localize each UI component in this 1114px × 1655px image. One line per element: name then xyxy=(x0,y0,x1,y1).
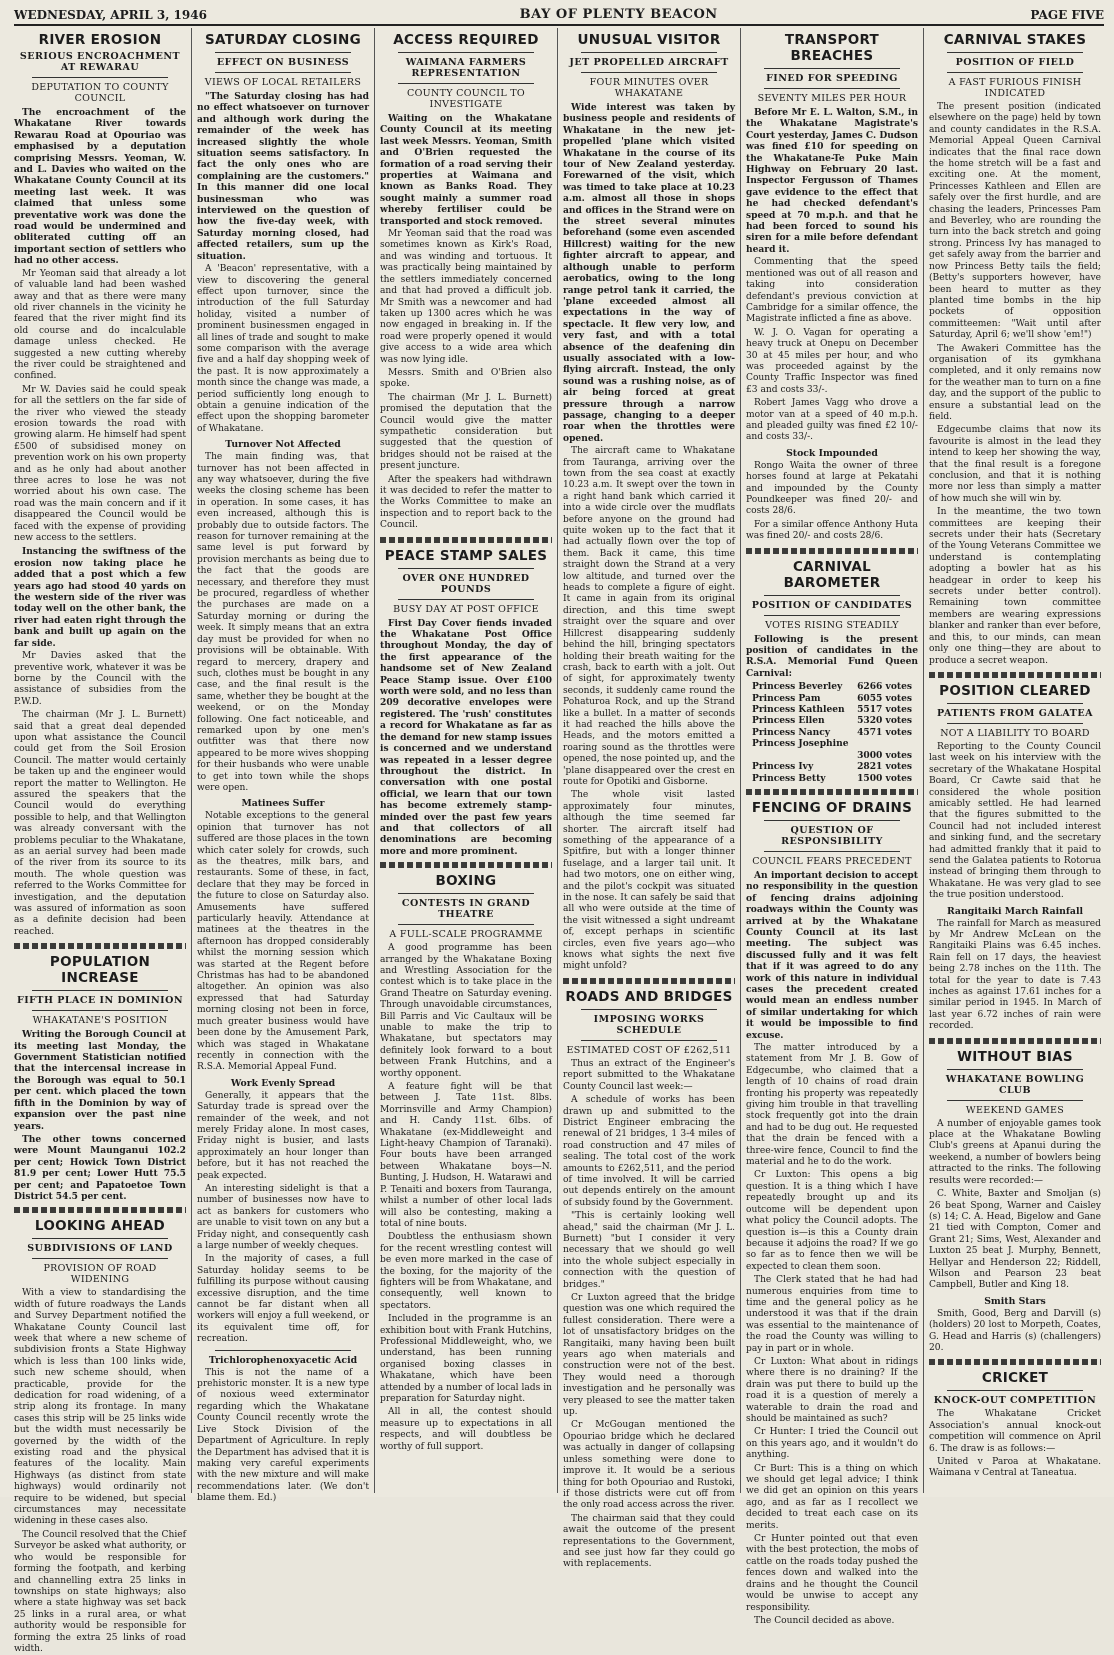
subhead: KNOCK-OUT COMPETITION xyxy=(933,1395,1097,1407)
paragraph: Doubtless the enthusiasm shown for the recent wrestling contest will be even more marked in the case of the boxing, for the majority of the fighters will be from Whakatane, and consequently, well known to spectators. xyxy=(380,1232,552,1311)
paragraph: A good programme has been arranged by the Whakatane Boxing and Wrestling Association for the contest which is to take place in the Grand Theatre on Saturday evening. Through unavoidable circumstances, Bill Parris and Vic Caultaux will be unable to make the trip to Whakatane, but spectators may definitely look forward to a bout between Frank Hutchins, and a worthy opponent. xyxy=(380,943,552,1079)
paragraph: "This is certainly looking well ahead," said the chairman (Mr J. L. Burnett) "but I consider it very necessary that we should go well into the whole subject especially in connection with the question of bridges." xyxy=(563,1211,735,1290)
paragraph: First Day Cover fiends invaded the Whakatane Post Office throughout Monday, the day of the first appearance of the handsome set of New Zealand Peace Stamp issue. Over £100 worth were sold, and no less than 209 decorative envelopes were registered. The 'rush' constitutes a record for Whakatane as far as the demand for new stamp issues is concerned and we understand was repeated in a lesser degree throughout the district. In conversation with one postal official, we learn that our town has become extremely stamp-minded over the past few years and that collectors of all denominations are becoming more and more prominent. xyxy=(380,617,552,857)
paragraph: Cr Burt: This is a thing on which we should get legal advice; I think we did get an opinion on this years ago, and as far as I recollect we decided to treat each case on its merits. xyxy=(746,1463,918,1531)
headline: CRICKET xyxy=(981,1370,1049,1387)
paragraph: Robert James Vagg who drove a motor van at a speed of 40 m.p.h. and pleaded guilty was fined £2 10/- and costs 33/-. xyxy=(746,398,918,443)
paragraph: With a view to standardising the width of future roadways the Lands and Survey Department notified the Whakatane County Council last week that where a new scheme of subdivision fronts a State Highway which is less than 100 links wide, such new scheme should, when practicable, provide for the dedication for road widening, of a strip along its frontage. In many cases this strip will be 25 links wide but the width must necessarily be governed by the width of the existing road and the physical features of the locality. Main Highways (as distinct from state highways) would ordinarily not require to be widened, but special circumstances may necessitate widening in these cases also. xyxy=(14,1288,186,1527)
article-fencing-of-drains xyxy=(746,800,918,1627)
page-number: PAGE FIVE xyxy=(1030,8,1104,22)
votes-row xyxy=(752,715,918,726)
candidate: Princess Josephine xyxy=(752,738,849,750)
paragraph: The Clerk stated that he had had numerous enquiries from time to time and the general policy as he understood it was that if the drain was essential to the maintenance of the road the County was willing to pay in part or in whole. xyxy=(746,1275,918,1354)
issue-date: WEDNESDAY, APRIL 3, 1946 xyxy=(14,8,207,22)
paragraph: Generally, it appears that the Saturday trade is spread over the remainder of the week, and not merely Friday alone. In most cases, Friday night is busier, and lasts approximately an hour longer than before, but it has not reached the peak expected. xyxy=(197,1090,369,1181)
paragraph: Mr Davies asked that the preventive work, whatever it was be borne by the Council with the assistance of subsidies from the P.W.D. xyxy=(14,651,186,707)
section-heading: Smith Stars xyxy=(984,1295,1046,1307)
subhead: A FAST FURIOUS FINISH INDICATED xyxy=(948,77,1082,99)
paragraph: The chairman (Mr J. L. Burnett) said that a great deal depended upon what assistance the Council could get from the Soil Erosion Council. The matter would certainly be taken up and the engineer would report the matter to Wellington. He assured the speakers that the Council would do everything possible to help, and that Wellington was already conversant with the problems peculiar to the Whakatane, as an aerial survey had been made of the river from its source to its mouth. The whole question was referred to the Works Committee for investigation, and the deputation was assured of information as soon as a definite decision had been reached. xyxy=(14,710,186,937)
subhead: BUSY DAY AT POST OFFICE xyxy=(393,603,539,615)
vote-count: 6055 votes xyxy=(857,692,912,704)
paragraph: The encroachment of the Whakatane River towards Rewarau Road at Opouriao was emphasised by a deputation comprising Messrs. Yeoman, W. and L. Davies who waited on the Whakatane County Council at its meeting last week. It was claimed that unless some preventative work was done the road would be undermined and obliterated cutting off an important section of settlers who had no other access. xyxy=(14,107,186,267)
paragraph: Messrs. Smith and O'Brien also spoke. xyxy=(380,367,552,390)
article-roads-and-bridges xyxy=(563,989,735,1571)
subhead: COUNTY COUNCIL TO INVESTIGATE xyxy=(407,88,525,110)
article-river-erosion xyxy=(14,32,186,938)
headline: WITHOUT BIAS xyxy=(957,1048,1073,1065)
paragraph: The main finding was, that turnover has not been affected in any way whatsoever, during the five weeks the closing scheme has been in operation. In some cases, it has even increased, although this is probably due to outside factors. The reason for turnover remaining at the same level is put forward by provision merchants as being due to the fact that the goods are necessary, and therefore they must be procured, regardless of whether the purchases are made on a Saturday morning or during the week. It simply means that an extra day must be provided for when no provisions will be obtainable. With regard to mercery, drapery and such, clothes must be bought in any case, and the final result is the same, whether they be bought at the weekend, or on the Monday following. One fact noticeable, and remarked upon by one men's outfitter was that there now appeared to be more wives shopping for their husbands who were unable to get into town while the shops were open. xyxy=(197,452,369,793)
candidate: Princess Beverley xyxy=(752,681,843,693)
article-boxing xyxy=(380,873,552,1453)
section-heading: Stock Impounded xyxy=(786,447,878,459)
paragraph: Cr Hunter pointed out that even with the best protection, the mobs of cattle on the roads today pushed the fences down and walked into the drains and he thought the Council would be unwise to accept any responsibility. xyxy=(746,1534,918,1613)
paragraph: The present position (indicated elsewhere on the page) held by town and county candidates in the R.S.A. Memorial Appeal Queen Carnival indicates that the final race down the home stretch will be a fast and exciting one. At the moment, Princesses Kathleen and Ellen are safely over the first hurdle, and are chasing the leaders, Princesses Pam and Beverley, who are rounding the turn into the back stretch and going strong. Princess Ivy has managed to get safely away from the barrier and now Princess Betty tails the field; (Betty's supporters however, have been heard to mutter as they planted time bombs in the hip pockets of opposition committeemen: "Wait until after Saturday, April 6; we'll show 'em!") xyxy=(929,102,1101,341)
column-2 xyxy=(197,28,369,1504)
candidate: Princess Betty xyxy=(752,772,826,784)
paragraph: Wide interest was taken by business people and residents of Whakatane in the new jet-propelled 'plane which visited Whakatane in the course of its tour of New Zealand yesterday. Forewarned of the visit, which was timed to take place at 10.23 a.m. almost all those in shops and offices in the Strand were on the street several minutes beforehand (some even ascended Hillcrest) waiting for the new fighter aircraft to appear, and although unable to perform aerobatics, owing to the long range petrol tank it carried, the 'plane exceeded almost all expectations in the way of spectacle. It flew very low, and very fast, and with a total absence of the deafening din usually associated with a low-flying aircraft. Instead, the only sound was a rushing noise, as of air being forced at great pressure through a narrow passage, changing to a deeper roar when the throttles were opened. xyxy=(563,102,735,444)
subhead: FINED FOR SPEEDING xyxy=(766,73,898,84)
candidate: Princess Nancy xyxy=(752,726,831,738)
paragraph: C. White, Baxter and Smoljan (s) 26 beat Spong, Warner and Caisley (s) 14; C. A. Head, Bigelow and Gane 21 tied with Compton, Comer and Grant 21; Sims, West, Alexander and Luxton 25 beat J. Murphy, Bennett, Hellyar and Henderson 22; Riddell, Wilson and Pearson 23 beat Campbell, Butler and King 18. xyxy=(929,1189,1101,1291)
column-6 xyxy=(929,28,1101,1493)
paragraph: Mr Yeoman said that the road was sometimes known as Kirk's Road, and was winding and tortuous. It was practically being maintained by the settlers immediately concerned and that had proved a difficult job. Mr Smith was a newcomer and had taken up 1300 acres which he was now engaged in breaking in. If the road were properly opened it would give access to a wide area which was now lying idle. xyxy=(380,229,552,365)
paragraph: All in all, the contest should measure up to expectations in all respects, and will doubtless be worthy of full support. xyxy=(380,1407,552,1452)
article-unusual-visitor xyxy=(563,32,735,973)
article-access-required xyxy=(380,32,552,532)
candidate: Princess Ivy xyxy=(752,761,814,773)
votes-row xyxy=(752,750,918,761)
paragraph: Thus an extract of the Engineer's report submitted to the Whakatane County Council last week:— xyxy=(563,1058,735,1092)
paragraph: Writing the Borough Council at its meeting last Monday, the Government Statistician notified that the intercensal increase in the Borough was equal to 50.1 per cent. which placed the town fifth in the Dominion by way of expansion over the past nine years. xyxy=(14,1029,186,1132)
headline: CARNIVAL BAROMETER xyxy=(783,558,881,591)
vote-count: 6266 votes xyxy=(857,681,912,693)
paragraph: "The Saturday closing has had no effect whatsoever on turnover and although work during the remainder of the week has increased slightly the whole situation seems satisfactory. In fact the only ones who are complaining are the customers." In this manner did one local businessman who was interviewed on the question of how the five-day week, with Saturday morning closed, had affected retailers, sum up the situation. xyxy=(197,91,369,262)
paragraph: After the speakers had withdrawn it was decided to refer the matter to the Works Committee to make an inspection and to report back to the Council. xyxy=(380,474,552,531)
paragraph: United v Paroa at Whakatane. Waimana v Central at Taneatua. xyxy=(929,1457,1101,1479)
paragraph: Cr Luxton agreed that the bridge question was one which required the fullest consideration. There were a lot of unsatisfactory bridges on the Rangitaiki, many having been built years ago when materials and construction were not of the best. They would need a thorough investigation and he personally was very pleased to see the matter taken up. xyxy=(563,1293,735,1418)
column-3 xyxy=(380,28,552,1493)
paragraph: Notable exceptions to the general opinion that turnover has not suffered are those places in the town which cater solely for crowds, such as the theatres, milk bars, and restaurants. Some of these, in fact, declare that they may be forced in the future to close on Saturday also. Amusements have suffered particularly heavily. Attendance at matinees at the theatres in the afternoon has dropped considerably whilst the morning session which was started at the Regent before Christmas has had to be abandoned altogether. An opinion was also expressed that had Saturday morning closing not been in force, much greater business would have been done by the Amusement Park, which was staged in Whakatane recently in connection with the R.S.A. Memorial Appeal Fund. xyxy=(197,811,369,1073)
paragraph: The chairman said that they could await the outcome of the present representations to the Government, and see just how far they could go with replacements. xyxy=(563,1513,735,1570)
column-5 xyxy=(746,28,918,1626)
subhead: SEVENTY MILES PER HOUR xyxy=(757,93,907,104)
vote-count: 1500 votes xyxy=(857,772,912,784)
votes-table xyxy=(752,681,918,784)
column-4 xyxy=(563,28,735,1570)
article-looking-ahead xyxy=(14,1218,186,1655)
paragraph: Included in the programme is an exhibition bout with Frank Hutchins, Professional Middleweight, who, we understand, has been running organised boxing classes in Whakatane, which have been attended by a number of local lads in preparation for Saturday night. xyxy=(380,1314,552,1404)
headline: RIVER EROSION xyxy=(38,32,162,48)
column-1 xyxy=(14,28,186,1654)
paragraph: The Whakatane Cricket Association's annual knock-out competition will commence on April 6. The draw is as follows:— xyxy=(929,1409,1101,1454)
paragraph: A schedule of works has been drawn up and submitted to the District Engineer embracing the renewal of 21 bridges, 1 3-4 miles of road construction and 47 miles of sealing. The total cost of the work amounts to £262,511, and the period of time involved. It will be carried out depends entirely on the amount of subsidy found by the Government. xyxy=(563,1095,735,1208)
article-population-increase xyxy=(14,954,186,1202)
subhead: POSITION OF FIELD xyxy=(955,57,1075,68)
section-heading: Rangitaiki March Rainfall xyxy=(946,905,1084,917)
subhead: SUBDIVISIONS OF LAND xyxy=(27,1243,173,1255)
subhead: DEPUTATION TO COUNTY COUNCIL xyxy=(31,82,169,104)
paragraph: The matter introduced by a statement from Mr J. B. Gow of Edgecumbe, who claimed that a length of 10 chains of road drain fronting his property was repeatedly giving him trouble in that travelling stock frequently got into the drain and had to be dug out. He requested that the drain be fenced with a three-wire fence, Council to find the material and he to do the work. xyxy=(746,1043,918,1168)
votes-row xyxy=(752,738,918,749)
vote-count: 4571 votes xyxy=(857,726,912,738)
paragraph: Mr Yeoman said that already a lot of valuable land had been washed away and that as there were many old river channels in the vicinity he feared that the river might find its old course and do incalculable damage unless checked. He suggested a new cutting whereby the river could be straightened and confined. xyxy=(14,268,186,382)
article-cricket xyxy=(929,1370,1101,1479)
headline: LOOKING AHEAD xyxy=(34,1218,166,1235)
subhead: VOTES RISING STEADILY xyxy=(765,619,899,631)
paragraph: The Council decided as above. xyxy=(754,1615,895,1626)
paragraph: Cr Hunter: I tried the Council out on this years ago, and it wouldn't do anything. xyxy=(746,1427,918,1461)
paragraph: Mr W. Davies said he could speak for all the settlers on the far side of the river who viewed the steady erosion towards the road with growing alarm. He himself had spent £500 of subsidised money on prevention work on his own property and as he only had about another three acres to lose he was not worried about his own case. The road was the main concern and if it disappeared the Council would be faced with the expense of providing new access to the settlers. xyxy=(14,384,186,544)
headline: BOXING xyxy=(435,873,497,890)
subhead: COUNCIL FEARS PRECEDENT xyxy=(752,855,912,867)
section-heading: Turnover Not Affected xyxy=(225,439,341,451)
paragraph: The Awakeri Committee has the organisation of its gymkhana completed, and it only remains now for the weather man to turn on a fine day, and the support of the public to ensure a substantial lead on the field. xyxy=(929,343,1101,422)
candidate: Princess Pam xyxy=(752,692,821,704)
section-heading: Work Evenly Spread xyxy=(230,1077,336,1089)
paragraph: W. J. O. Vagan for operating a heavy truck at Onepu on December 30 at 45 miles per hour, and who was proceeded against by the County Traffic Inspector was fined £3 and costs 33/-. xyxy=(746,327,918,395)
subhead: FOUR MINUTES OVER WHAKATANE xyxy=(589,77,709,99)
masthead xyxy=(14,4,1104,26)
article-without-bias xyxy=(929,1049,1101,1355)
subhead: IMPOSING WORKS SCHEDULE xyxy=(593,1013,705,1036)
headline: SATURDAY CLOSING xyxy=(205,32,361,48)
paragraph: In the majority of cases, a full Saturday holiday seems to be fulfilling its purpose without causing excessive disruption, and the time cannot be far distant when all workers will enjoy a full weekend, or its equivalent time off, for recreation. xyxy=(197,1254,369,1345)
subhead: JET PROPELLED AIRCRAFT xyxy=(569,57,729,68)
paragraph: Reporting to the County Council last week on his interview with the secretary of the Whakatane Hospital Board, Cr Cawte said that he considered the whole position amicably settled. He had learned that the figures submitted to the Council had not included interest and sinking fund, and the secretary had admitted frankly that it paid to send the Galatea patients to Rotorua instead of bringing them through to Whakatane. He was very glad to see the true position understood. xyxy=(929,741,1101,901)
headline: TRANSPORT BREACHES xyxy=(784,32,880,64)
paragraph: Cr McGougan mentioned the Opouriao bridge which he declared was actually in danger of collapsing unless something were done to improve it. It would be a serious thing for both Opouriao and Rustoki, if those districts were cut off from the only road access across the river. xyxy=(563,1420,735,1511)
subhead: WHAKATANE'S POSITION xyxy=(32,1015,168,1027)
vote-count: 3000 votes xyxy=(857,749,912,761)
subhead: SERIOUS ENCROACHMENT AT REWARAU xyxy=(19,51,181,73)
paragraph: The other towns concerned were Mount Maunganui 102.2 per cent; Howick Town District 81.9 per cent; Lower Hutt 75.5 per cent; and Papatoetoe Town District 54.5 per cent. xyxy=(14,1133,186,1202)
headline: UNUSUAL VISITOR xyxy=(577,32,721,48)
paragraph: Commenting that the speed mentioned was out of all reason and taking into consideration defendant's previous conviction at Cambridge for a similar offence, the Magistrate inflicted a fine as above. xyxy=(746,257,918,325)
paragraph: Instancing the swiftness of the erosion now taking place he added that a post which a few years ago had stood 40 yards on the western side of the river was today well on the other bank, the river had eaten right through the bank and built up again on the far side. xyxy=(14,546,186,649)
article-position-cleared xyxy=(929,683,1101,1033)
subhead: CONTESTS IN GRAND THEATRE xyxy=(401,898,531,921)
vote-count: 5320 votes xyxy=(857,715,912,727)
article-saturday-closing xyxy=(197,32,369,1505)
votes-row xyxy=(752,693,918,704)
subhead: A FULL-SCALE PROGRAMME xyxy=(389,929,543,941)
subhead: FIFTH PLACE IN DOMINION xyxy=(16,995,184,1007)
votes-row xyxy=(752,681,918,692)
votes-row xyxy=(752,704,918,715)
paragraph: An interesting sidelight is that a number of businesses now have to act as bankers for customers who are unable to visit town on any but a Friday night, and consequently cash a large number of weekly cheques. xyxy=(197,1183,369,1251)
paragraph: The aircraft came to Whakatane from Tauranga, arriving over the town from the sea coast at exactly 10.23 a.m. It swept over the town in a right hand bank which carried it into a wide circle over the mudflats before anyone on the ground had quite woken up to the fact that it had actually flown over the top of them. Back it came, this time straight down the Strand at a very low altitude, and turned over the heads to complete a figure of eight. It came in again from its original direction, and this time swept straight over the square and over Hillcrest disappearing suddenly behind the hill, bringing spectators holding their breath waiting for the crash, back to earth with a jolt. Out of sight, for approximately twenty seconds, it suddenly came round the Pohaturoa Rock, and up the Strand like a bullet. In a matter of seconds it had reached the hills above the Heads, and the motors emitted a roaring sound as the throttles were opened, the nose pointed up, and the 'plane disappeared over the crest en route for Opotiki and Gisborne. xyxy=(563,446,735,787)
candidate: Princess Kathleen xyxy=(752,704,845,716)
columns xyxy=(14,28,1104,1654)
section-heading: Trichlorophenoxyacetic Acid xyxy=(208,1354,358,1366)
paragraph: The Council resolved that the Chief Surveyor be asked what authority, or who would be responsible for forming the footpath, and kerbing and channelling extra 25 links in townships on state highways; also where a state highway was set back 25 links in a rural area, or what authority would be responsible for forming the extra 25 links of road width. xyxy=(14,1529,186,1654)
headline: POSITION CLEARED xyxy=(939,682,1091,699)
paragraph: Edgecumbe claims that now its favourite is almost in the lead they intend to keep her showing the way, that the final result is a foregone conclusion, and that it is nothing more nor less than simply a matter of how much she will win by. xyxy=(929,425,1101,504)
paragraph: Cr Luxton: This opens a big question. It is a thing which I have repeatedly brought up and its outcome will be dependent upon what policy the Council adopts. The question is—is this a County drain because it adjoins the road? If we go so far as to fence then we will be expected to clean them soon. xyxy=(746,1170,918,1272)
article-transport-breaches xyxy=(746,32,918,543)
subhead: ESTIMATED COST OF £262,511 xyxy=(566,1044,732,1056)
subhead: PATIENTS FROM GALATEA xyxy=(937,707,1093,719)
paragraph: Smith, Good, Berg and Darvill (s) (holders) 20 lost to Morpeth, Coates, G. Head and Harris (s) (challengers) 20. xyxy=(929,1308,1101,1353)
article-peace-stamp-sales xyxy=(380,548,552,858)
paragraph: For a similar offence Anthony Huta was fined 20/- and costs 28/6. xyxy=(746,519,918,542)
section-heading: Matinees Suffer xyxy=(241,798,325,810)
headline: ACCESS REQUIRED xyxy=(393,32,539,48)
article-carnival-barometer xyxy=(746,559,918,784)
subhead: WEEKEND GAMES xyxy=(965,1104,1065,1116)
article-carnival-stakes xyxy=(929,32,1101,667)
subhead: POSITION OF CANDIDATES xyxy=(751,599,913,611)
vote-count: 2821 votes xyxy=(857,761,912,773)
candidate: Princess Ellen xyxy=(752,715,825,727)
headline: PEACE STAMP SALES xyxy=(384,547,548,564)
headline: POPULATION INCREASE xyxy=(49,954,151,987)
paragraph: The rainfall for March as measured by Mr Andrew McLean on the Rangitaiki Plains was 6.45 inches. Rain fell on 17 days, the heaviest being 2.78 inches on the 11th. The total for the year to date is 7.43 inches as against 17.61 inches for a similar period in 1945. In March of last year 6.72 inches of rain were recorded. xyxy=(929,918,1101,1032)
headline: ROADS AND BRIDGES xyxy=(565,988,733,1005)
subhead: OVER ONE HUNDRED POUNDS xyxy=(402,572,530,595)
subhead: PROVISION OF ROAD WIDENING xyxy=(43,1263,157,1286)
paragraph: Cr Luxton: What about in ridings where there is no draining? If the drain was put there to build up the road it is a question of merely a waterable to drain the road and should be maintained as such? xyxy=(746,1356,918,1424)
paragraph: An important decision to accept no responsibility in the question of fencing drains adjoining roadways within the County was arrived at by the Whakatane County Council at its last meeting. The subject was discussed fully and it was felt that if it was agreed to do any work of this nature in individual cases the precedent created would mean an endless number of similar undertaking for which it would be impossible to find excuse. xyxy=(746,869,918,1041)
vote-count: 5517 votes xyxy=(857,704,912,716)
paragraph: In the meantime, the two town committees are keeping their secrets under their hats (Secretary of the Young Veterans Committee we understand is contemplating adopting a bowler hat as his headgear in order to keep his secrets under better control). Remaining town committee members are wearing expressions blanker and ranker than ever before, and this, to our minds, can mean only one thing—they are about to produce a secret weapon. xyxy=(929,507,1101,666)
paragraph: The chairman (Mr J. L. Burnett) promised the deputation that the Council would give the matter sympathetic consideration but suggested that the question of bridges should not be raised at the present juncture. xyxy=(380,392,552,472)
subhead: QUESTION OF RESPONSIBILITY xyxy=(781,824,883,847)
paragraph: The whole visit lasted approximately four minutes, although the time seemed far shorter. The aircraft itself had something of the appearance of a Spitfire, but with a longer thinner fuselage, and a larger tail unit. It had two motors, one on either wing, and the pilot's cockpit was situated in the nose. It can safely be said that all who were outside at the time of the visit witnessed a sight undreamt of, except perhaps in scientific circles, even five years ago—who knows what sights the next five might unfold? xyxy=(563,790,735,972)
subhead: WHAKATANE BOWLING CLUB xyxy=(945,1073,1085,1096)
headline: FENCING OF DRAINS xyxy=(751,799,913,816)
subhead: NOT A LIABILITY TO BOARD xyxy=(940,727,1090,739)
newspaper-name: BAY OF PLENTY BEACON xyxy=(519,7,718,22)
subhead: EFFECT ON BUSINESS xyxy=(216,57,350,68)
paragraph: A feature fight will be that between J. Tate 11st. 8lbs. Morrinsville and Army Champion) and H. Candy 11st. 6lbs. of Whakatane (ex-Middleweight and Light-heavy Champion of Taranaki). Four bouts have been arranged between Whakatane boys—N. Bunting, J. Hudson, H. Watarawi and P. Tenaiti and boxers from Tauranga, whilst a number of other local lads will also be contesting, making a total of nine bouts. xyxy=(380,1082,552,1229)
subhead: VIEWS OF LOCAL RETAILERS xyxy=(204,77,362,88)
votes-row xyxy=(752,761,918,772)
votes-row xyxy=(752,727,918,738)
paragraph: A number of enjoyable games took place at the Whakatane Bowling Club's greens at Apanui during the weekend, a number of bowlers being attracted to the rinks. The following results were recorded:— xyxy=(929,1118,1101,1186)
paragraph: Waiting on the Whakatane County Council at its meeting last week Messrs. Yeoman, Smith and O'Brien requested the formation of a road serving their properties at Waimana and known as Banks Road. They sought mainly a summer road whereby fertiliser could be transported and stock removed. xyxy=(380,113,552,227)
subhead: WAIMANA FARMERS REPRESENTATION xyxy=(405,57,527,79)
paragraph: This is not the name of a prehistoric monster. It is a new type of noxious weed exterminator regarding which the Whakatane County Council recently wrote the Live Stock Division of the Department of Agriculture. In reply the Department has advised that it is making very careful experiments with the new mixture and will make recommendations later. (We don't blame them. Ed.) xyxy=(197,1367,369,1504)
paragraph: Before Mr E. L. Walton, S.M., in the Whakatane Magistrate's Court yesterday, James C. Dudson was fined £10 for speeding on the Whakatane-Te Puke Main Highway on February 20 last. Inspector Fergusson of Thames gave evidence to the effect that he had checked defendant's speed at 70 m.p.h. and that he had been forced to sound his siren for a mile before defendant heard it. xyxy=(746,107,918,255)
paragraph: Rongo Waita the owner of three horses found at large at Pekatahi and impounded by the County Poundkeeper was fined 20/- and costs 28/6. xyxy=(746,460,918,517)
paragraph: Following is the present position of candidates in the R.S.A. Memorial Fund Queen Carnival: xyxy=(746,633,918,679)
headline: CARNIVAL STAKES xyxy=(943,32,1087,48)
paragraph: A 'Beacon' representative, with a view to discovering the general effect upon turnover, since the introduction of the full Saturday holiday, visited a number of prominent businessmen engaged in all lines of trade and sought to make some comparison with the average five and a half day shopping week of the past. It is now approximately a month since the change was made, a period sufficiently long enough to obtain a genuine indication of the effect upon the shopping barometer of Whakatane. xyxy=(197,264,369,434)
votes-row xyxy=(752,773,918,784)
